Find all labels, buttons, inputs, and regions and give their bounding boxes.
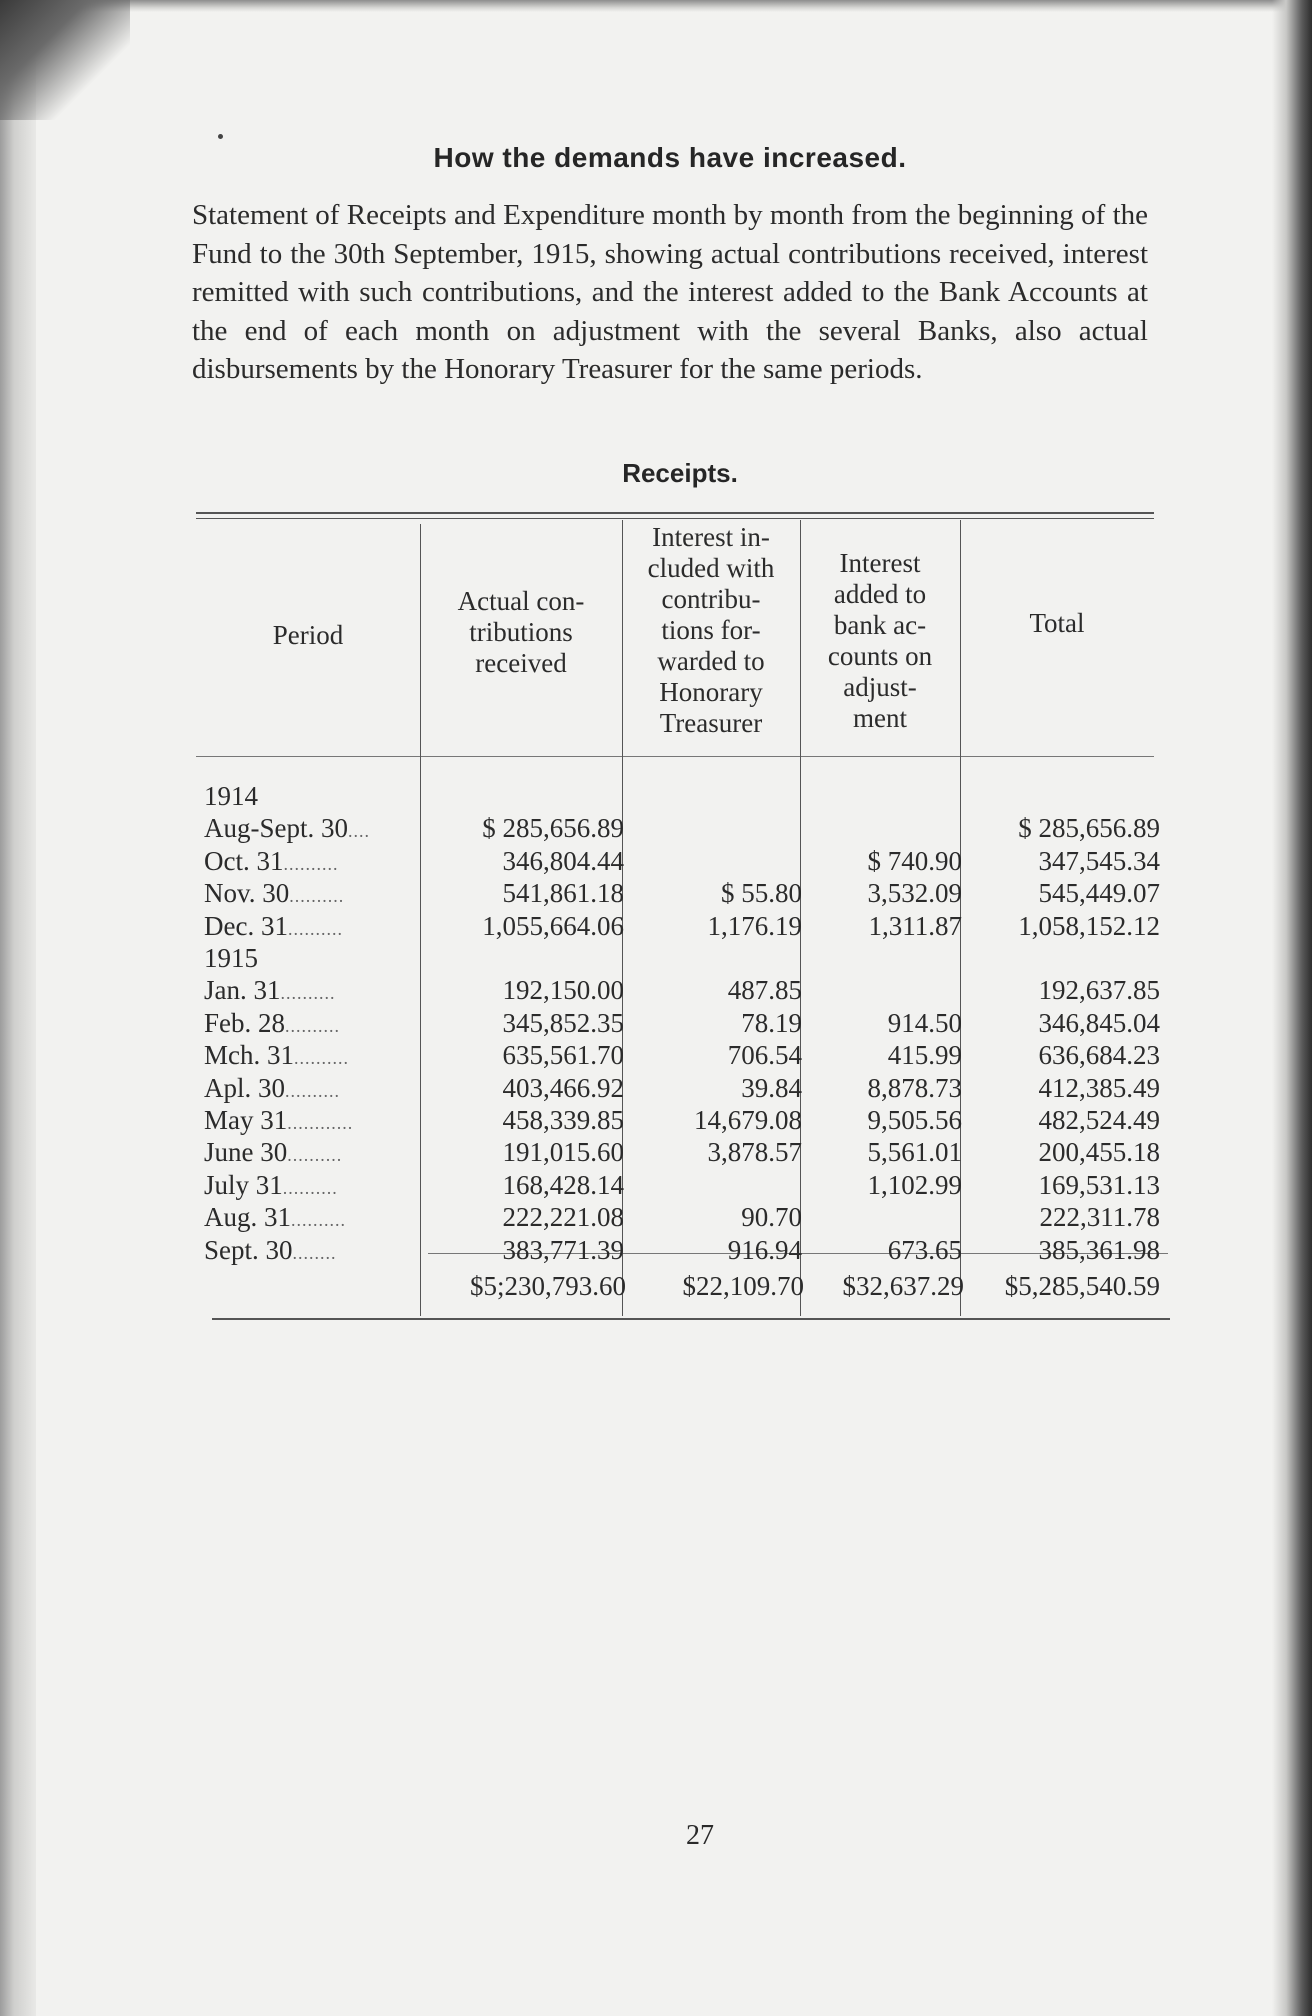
row-added: 9,505.56 [867,1105,962,1135]
header-line: adjust- [843,672,917,702]
header-line: contribu- [661,584,761,614]
header-line: bank ac- [833,610,927,640]
row-actual: 346,804.44 [502,845,624,876]
leader-dots: .......... [282,1177,338,1198]
row-included: 706.54 [727,1040,802,1071]
row-actual: 403,466.92 [502,1072,624,1103]
row-period [204,942,418,975]
row-total: 200,455.18 [1038,1137,1160,1168]
row-actual: 635,561.70 [502,1040,624,1071]
row-included: 487.85 [727,975,802,1006]
row-actual: 222,221.08 [502,1202,624,1233]
header-line: Treasurer [659,708,763,738]
row-actual: 192,150.00 [502,975,624,1006]
row-total: 169,531.13 [1038,1169,1160,1200]
period-label: Aug. 31 [204,1202,291,1233]
period-label: Apl. 30 [204,1072,285,1103]
header-line: counts on [827,641,933,671]
row-added: 415.99 [887,1040,962,1071]
row-total: 545,449.07 [1038,878,1160,909]
row-period [204,1201,418,1237]
row-period [204,1169,418,1205]
row-included: 916.94 [727,1234,802,1265]
row-actual: 168,428.14 [502,1169,624,1200]
period-label: Jan. 31 [204,975,281,1006]
period-label: 1915 [204,943,258,973]
table-bottom-rule [212,1318,1170,1320]
table-top-rule-thin [196,518,1154,519]
row-total: 222,311.78 [1039,1202,1160,1233]
period-label: Aug-Sept. 30 [204,813,348,844]
row-included: 39.84 [741,1072,802,1103]
period-label: July 31 [204,1169,283,1200]
header-line: tions for- [661,615,761,645]
leader-dots: .... [348,821,370,842]
leader-dots: .......... [283,853,339,874]
page-heading: How the demands have increased. [433,142,907,173]
table-caption: Receipts. [622,458,738,488]
intro-paragraph: Statement of Receipts and Expenditure month by month from the beginning of the Fund to the 30th September, 1915, showing actual contributions received, interest remitted with such contributions, and the interest added to the Bank Accounts at the end of each month on adjustment with the several Banks, also actual disbursements by the Honorary Treasurer for the same periods. [192,199,1148,385]
row-period [204,1007,418,1043]
ink-speck [218,134,223,139]
row-period [204,877,418,913]
period-label: Oct. 31 [204,845,284,876]
total-actual: $5;230,793.60 [469,1271,626,1301]
row-actual: 383,771.39 [502,1234,624,1265]
period-label: 1914 [204,781,258,811]
row-added: 914.50 [887,1007,962,1038]
header-line: warded to [657,646,765,676]
row-included: 90.70 [741,1202,802,1233]
leader-dots: ............ [287,1113,354,1133]
header-line: tributions [469,617,573,647]
row-total: 347,545.34 [1038,845,1160,876]
row-total: 412,385.49 [1038,1072,1160,1103]
header-actual-contributions [420,586,622,679]
header-line: Interest in- [652,522,770,552]
header-total: Total [1029,608,1085,638]
row-included: 14,679.08 [694,1105,802,1135]
row-total: 1,058,152.12 [1018,910,1160,941]
row-added: $ 740.90 [867,845,962,876]
leader-dots: .......... [285,1080,340,1101]
row-period [204,1136,418,1172]
header-line: added to [833,579,927,609]
row-total: 192,637.85 [1038,975,1160,1006]
row-period [204,1072,418,1108]
header-line: Actual con- [457,586,585,616]
period-label: May 31 [204,1105,288,1135]
row-included: 78.19 [741,1007,802,1038]
period-label: Sept. 30 [204,1234,293,1265]
leader-dots: .......... [280,983,336,1004]
leader-dots: .......... [291,1210,346,1231]
row-period [204,780,418,813]
leader-dots: .......... [285,1015,340,1036]
right-edge-shadow [1272,0,1312,2016]
period-label: Nov. 30 [204,878,290,909]
row-included: $ 55.80 [721,878,802,909]
row-period [204,910,418,946]
row-period [204,812,418,848]
row-actual: 345,852.35 [502,1007,624,1038]
row-period [204,1234,418,1270]
row-actual: 191,015.60 [502,1137,624,1168]
header-line: Honorary [659,677,763,707]
period-label: Dec. 31 [204,910,288,941]
header-line: received [475,648,567,678]
page-number: 27 [686,1820,714,1851]
header-interest-included [622,522,800,739]
row-included: 3,878.57 [707,1137,802,1168]
header-line: cluded with [647,553,775,583]
header-period: Period [272,620,344,650]
header-line: ment [853,703,907,733]
row-total: 346,845.04 [1038,1007,1160,1038]
row-actual: 458,339.85 [502,1105,624,1135]
row-actual: 1,055,664.06 [482,910,624,941]
total-included: $22,109.70 [682,1271,804,1301]
row-added: 3,532.09 [867,878,962,909]
period-label: Feb. 28 [204,1007,285,1038]
row-added: 1,102.99 [867,1169,962,1200]
table-top-rule [196,512,1154,514]
row-total: $ 285,656.89 [1018,813,1160,844]
row-added: 673.65 [887,1234,962,1265]
row-period [204,1104,418,1140]
row-included: 1,176.19 [707,910,802,941]
header-bottom-rule [196,756,1154,757]
row-total: 636,684.23 [1038,1040,1160,1071]
row-actual: $ 285,656.89 [482,813,624,844]
binding-edge [0,0,36,2016]
row-added: 5,561.01 [867,1137,962,1168]
row-total: 385,361.98 [1038,1234,1160,1265]
row-period [204,1039,418,1075]
leader-dots: ........ [292,1242,337,1263]
leader-dots: .......... [287,1145,343,1166]
leader-dots: .......... [289,886,345,907]
header-interest-added [800,548,960,734]
total-added: $32,637.29 [842,1271,964,1301]
row-total: 482,524.49 [1038,1105,1160,1135]
header-line: Interest [839,548,921,578]
corner-shadow [0,0,130,120]
row-added: 8,878.73 [867,1072,962,1103]
row-actual: 541,861.18 [502,878,624,909]
period-label: June 30 [204,1137,288,1168]
period-label: Mch. 31 [204,1040,294,1071]
leader-dots: .......... [287,918,343,939]
top-edge-shadow [0,0,1312,12]
leader-dots: .......... [294,1048,349,1069]
row-added: 1,311.87 [868,910,962,941]
total-grand: $5,285,540.59 [1004,1271,1160,1301]
row-period [204,845,418,881]
row-period [204,974,418,1010]
